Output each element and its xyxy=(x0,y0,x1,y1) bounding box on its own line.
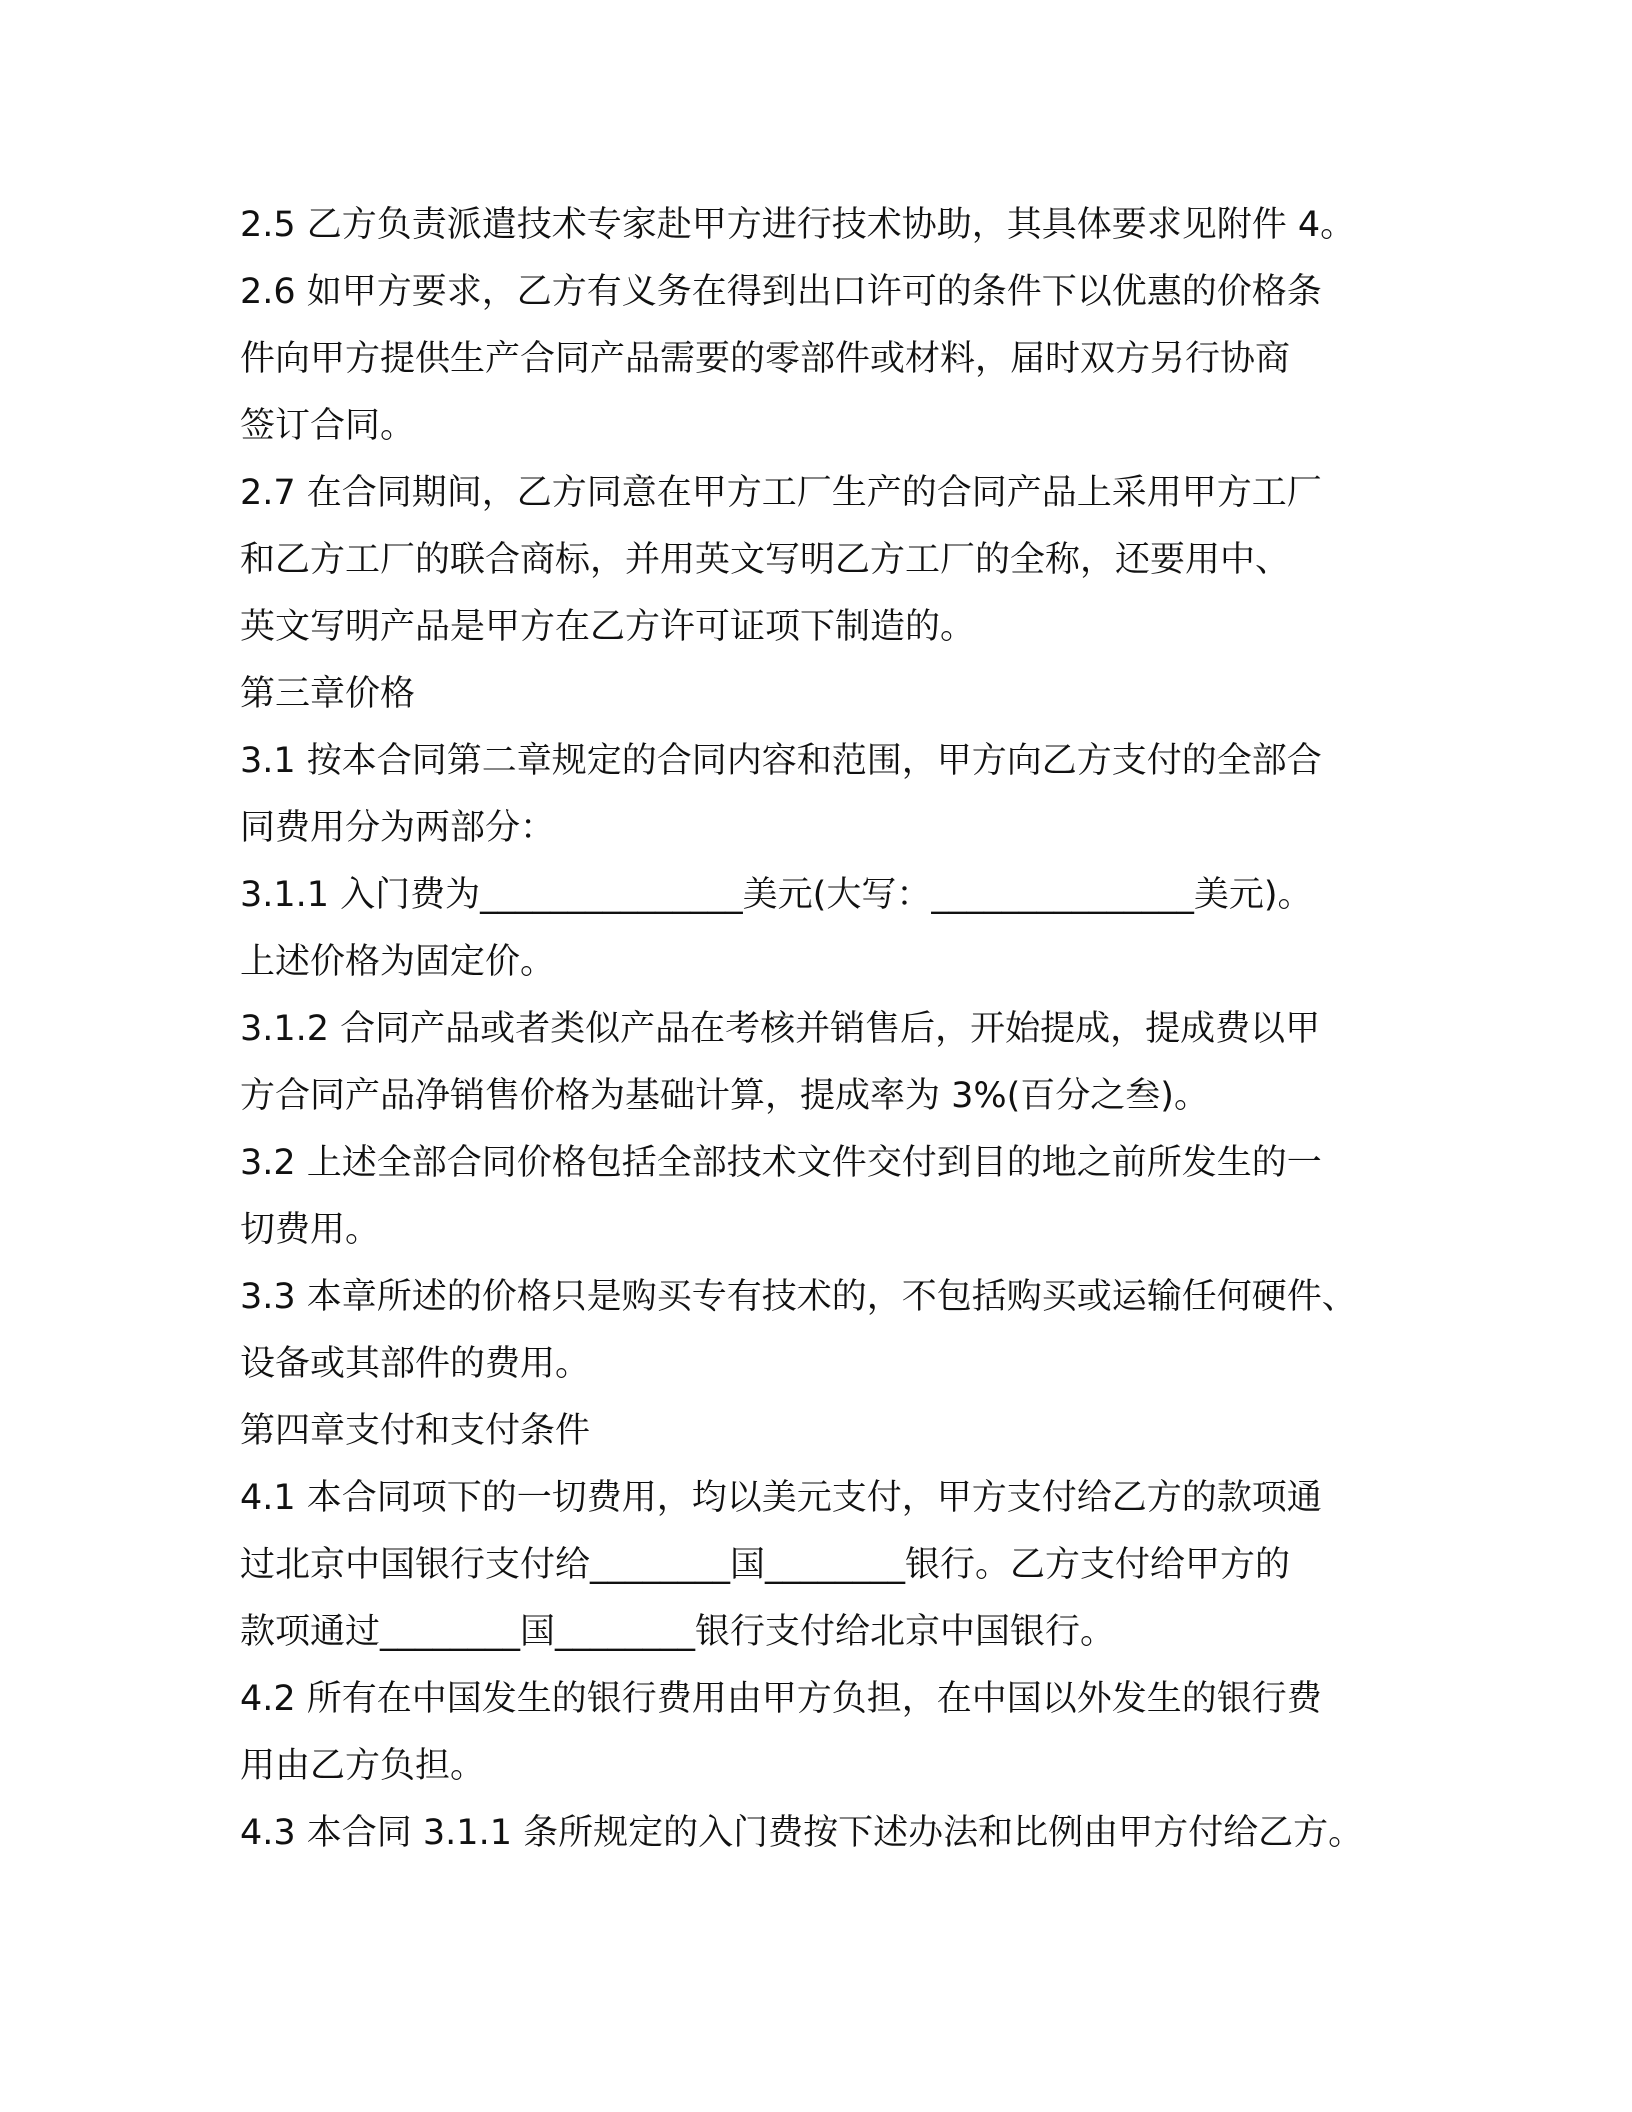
clause-4-1-line-1: 4.1 本合同项下的一切费用，均以美元支付，甲方支付给乙方的款项通 xyxy=(240,1478,1322,1518)
clause-3-1-1-line-2: 上述价格为固定价。 xyxy=(240,942,556,982)
clause-3-2-line-2: 切费用。 xyxy=(240,1210,381,1250)
clause-2-6-line-1: 2.6 如甲方要求，乙方有义务在得到出口许可的条件下以优惠的价格条 xyxy=(240,272,1322,312)
clause-2-6-line-3: 签订合同。 xyxy=(240,406,416,446)
clause-4-2-line-1: 4.2 所有在中国发生的银行费用由甲方负担，在中国以外发生的银行费 xyxy=(240,1679,1322,1719)
clause-2-6-line-2: 件向甲方提供生产合同产品需要的零部件或材料，届时双方另行协商 xyxy=(240,339,1291,379)
clause-4-1-line-2: 过北京中国银行支付给________国________银行。乙方支付给甲方的 xyxy=(240,1545,1291,1585)
clause-3-3-line-2: 设备或其部件的费用。 xyxy=(240,1344,591,1384)
clause-2-7-line-2: 和乙方工厂的联合商标，并用英文写明乙方工厂的全称，还要用中、 xyxy=(240,540,1291,580)
clause-4-2-line-2: 用由乙方负担。 xyxy=(240,1746,486,1786)
clause-4-1-line-3: 款项通过________国________银行支付给北京中国银行。 xyxy=(240,1612,1116,1652)
clause-3-1-line-1: 3.1 按本合同第二章规定的合同内容和范围，甲方向乙方支付的全部合 xyxy=(240,741,1322,781)
clause-3-3-line-1: 3.3 本章所述的价格只是购买专有技术的，不包括购买或运输任何硬件、 xyxy=(240,1277,1357,1317)
clause-3-1-2-line-2: 方合同产品净销售价格为基础计算，提成率为 3%(百分之叁)。 xyxy=(240,1076,1209,1116)
clause-2-7-line-1: 2.7 在合同期间，乙方同意在甲方工厂生产的合同产品上采用甲方工厂 xyxy=(240,473,1322,513)
chapter-4-heading: 第四章支付和支付条件 xyxy=(240,1411,591,1451)
clause-4-3-line-1: 4.3 本合同 3.1.1 条所规定的入门费按下述办法和比例由甲方付给乙方。 xyxy=(240,1813,1364,1853)
clause-3-1-1-line-1: 3.1.1 入门费为_______________美元(大写：_______________美元)。 xyxy=(240,875,1313,915)
clause-2-5-line-1: 2.5 乙方负责派遣技术专家赴甲方进行技术协助，其具体要求见附件 4。 xyxy=(240,205,1356,245)
clause-2-7-line-3: 英文写明产品是甲方在乙方许可证项下制造的。 xyxy=(240,607,976,647)
clause-3-1-line-2: 同费用分为两部分： xyxy=(240,808,556,848)
chapter-3-heading: 第三章价格 xyxy=(240,674,416,714)
clause-3-1-2-line-1: 3.1.2 合同产品或者类似产品在考核并销售后，开始提成，提成费以甲 xyxy=(240,1009,1321,1049)
document-page xyxy=(240,192,1440,1867)
clause-3-2-line-1: 3.2 上述全部合同价格包括全部技术文件交付到目的地之前所发生的一 xyxy=(240,1143,1322,1183)
